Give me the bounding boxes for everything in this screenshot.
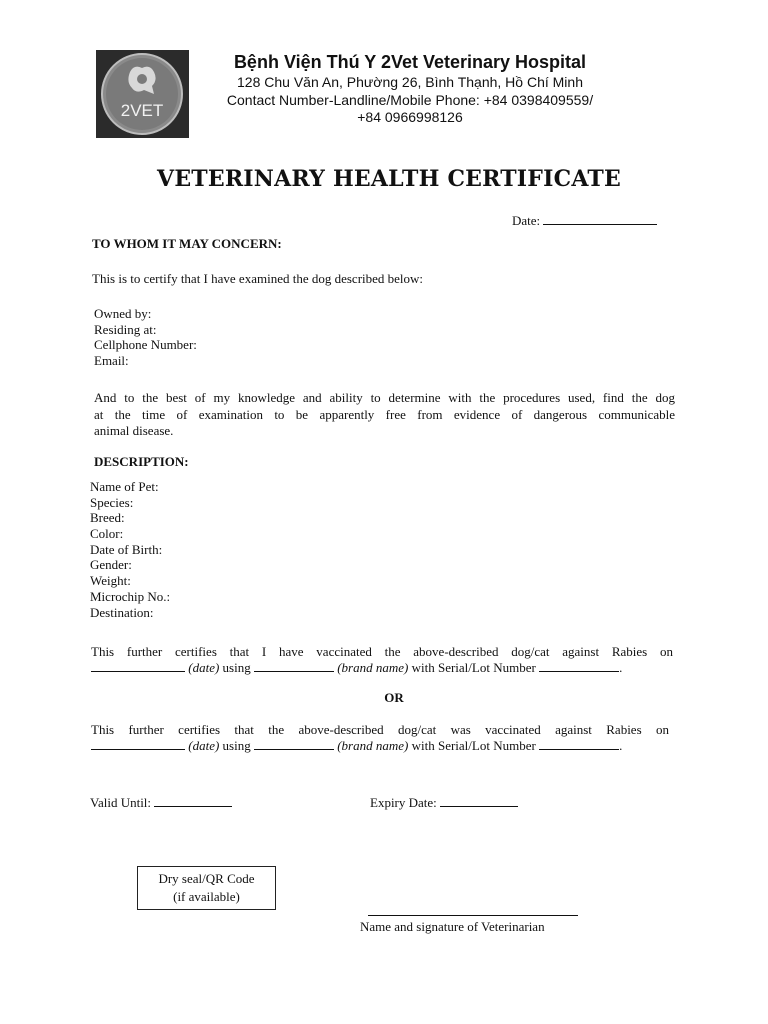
vaccination-1-using: using: [222, 660, 251, 675]
vaccination-1-serial: with Serial/Lot Number: [411, 660, 536, 675]
field-breed: Breed:: [90, 510, 125, 526]
valid-until-blank: [154, 795, 232, 807]
description-heading: DESCRIPTION:: [94, 454, 189, 469]
seal-line-1: Dry seal/QR Code: [158, 871, 255, 886]
vaccination-2-date-blank: [91, 738, 185, 750]
vaccination-2-end: .: [619, 738, 623, 753]
hospital-name: Bệnh Viện Thú Y 2Vet Veterinary Hospital: [233, 52, 587, 72]
statement-line-2: at the time of examination to be apparently free from evidence of dangerous communicable: [94, 406, 675, 422]
valid-until-label: Valid Until:: [90, 795, 152, 810]
field-species: Species:: [90, 494, 134, 510]
vaccination-2-brand-blank: [254, 738, 334, 750]
salutation: TO WHOM IT MAY CONCERN:: [92, 236, 282, 251]
owner-field-owned-by: Owned by:: [94, 306, 152, 321]
intro-text: This is to certify that I have examined the dog described below:: [92, 271, 424, 286]
statement-line-3: animal disease.: [94, 423, 174, 438]
vaccination-2-line-1: This further certifies that the above-described dog/cat was vaccinated against Rabies on: [91, 722, 669, 737]
field-destination: Destination:: [90, 604, 154, 620]
valid-until-field: [90, 795, 232, 811]
vaccination-1-line-2: [91, 660, 673, 676]
seal-line-2: (if available): [173, 889, 240, 904]
vaccination-2-date-hint: (date): [188, 738, 220, 753]
vaccination-1-brand-blank: [254, 660, 334, 672]
owner-field-email: Email:: [94, 353, 129, 369]
vaccination-1-serial-blank: [539, 660, 619, 672]
logo-text: 2VET: [120, 101, 164, 120]
vaccination-1-brand-hint: (brand name): [337, 660, 409, 675]
vaccination-2-serial: with Serial/Lot Number: [411, 738, 536, 753]
field-microchip: Microchip No.:: [90, 588, 171, 604]
contact-line-1: Contact Number-Landline/Mobile Phone: +84 0398409559/: [226, 92, 594, 108]
statement-line-1: And to the best of my knowledge and ability to determine with the procedures used, find the dog: [94, 390, 675, 405]
expiry-date-field: [370, 795, 518, 811]
date-field: [512, 213, 657, 229]
description-fields: [90, 479, 170, 620]
vaccination-2-brand-hint: (brand name): [337, 738, 409, 753]
date-blank: [543, 213, 657, 225]
document-title: VETERINARY HEALTH CERTIFICATE: [157, 166, 621, 192]
logo-emblem-icon: [96, 50, 189, 138]
owner-field-cellphone: Cellphone Number:: [94, 337, 197, 353]
owner-fields: [94, 306, 197, 369]
owner-field-residing-at: Residing at:: [94, 321, 157, 337]
signature-line: [368, 915, 578, 916]
dry-seal-box: [137, 866, 276, 910]
field-weight: Weight:: [90, 573, 131, 589]
contact-line-2: +84 0966998126: [357, 109, 463, 125]
date-label: Date:: [512, 213, 541, 228]
vaccination-2-line-2: [91, 738, 669, 754]
vaccination-2-serial-blank: [539, 738, 619, 750]
hospital-address: 128 Chu Văn An, Phường 26, Bình Thạnh, Hồ Chí Minh: [237, 74, 583, 90]
expiry-date-blank: [440, 795, 518, 807]
or-separator: OR: [384, 690, 404, 705]
vaccination-1-line-1: This further certifies that I have vaccinated the above-described dog/cat against Rabies on: [91, 644, 673, 659]
vaccination-1-end: .: [619, 660, 623, 675]
vaccination-2-using: using: [222, 738, 251, 753]
vaccination-statement-2: [91, 722, 669, 754]
field-color: Color:: [90, 526, 124, 542]
health-statement: [94, 390, 675, 440]
hospital-logo: [96, 50, 189, 138]
expiry-date-label: Expiry Date:: [370, 795, 437, 810]
vaccination-1-date-hint: (date): [188, 660, 220, 675]
vaccination-1-date-blank: [91, 660, 185, 672]
signature-label: Name and signature of Veterinarian: [360, 919, 545, 934]
vaccination-statement-1: [91, 644, 673, 676]
field-date-of-birth: Date of Birth:: [90, 541, 163, 557]
field-name-of-pet: Name of Pet:: [90, 479, 159, 494]
field-gender: Gender:: [90, 557, 132, 573]
